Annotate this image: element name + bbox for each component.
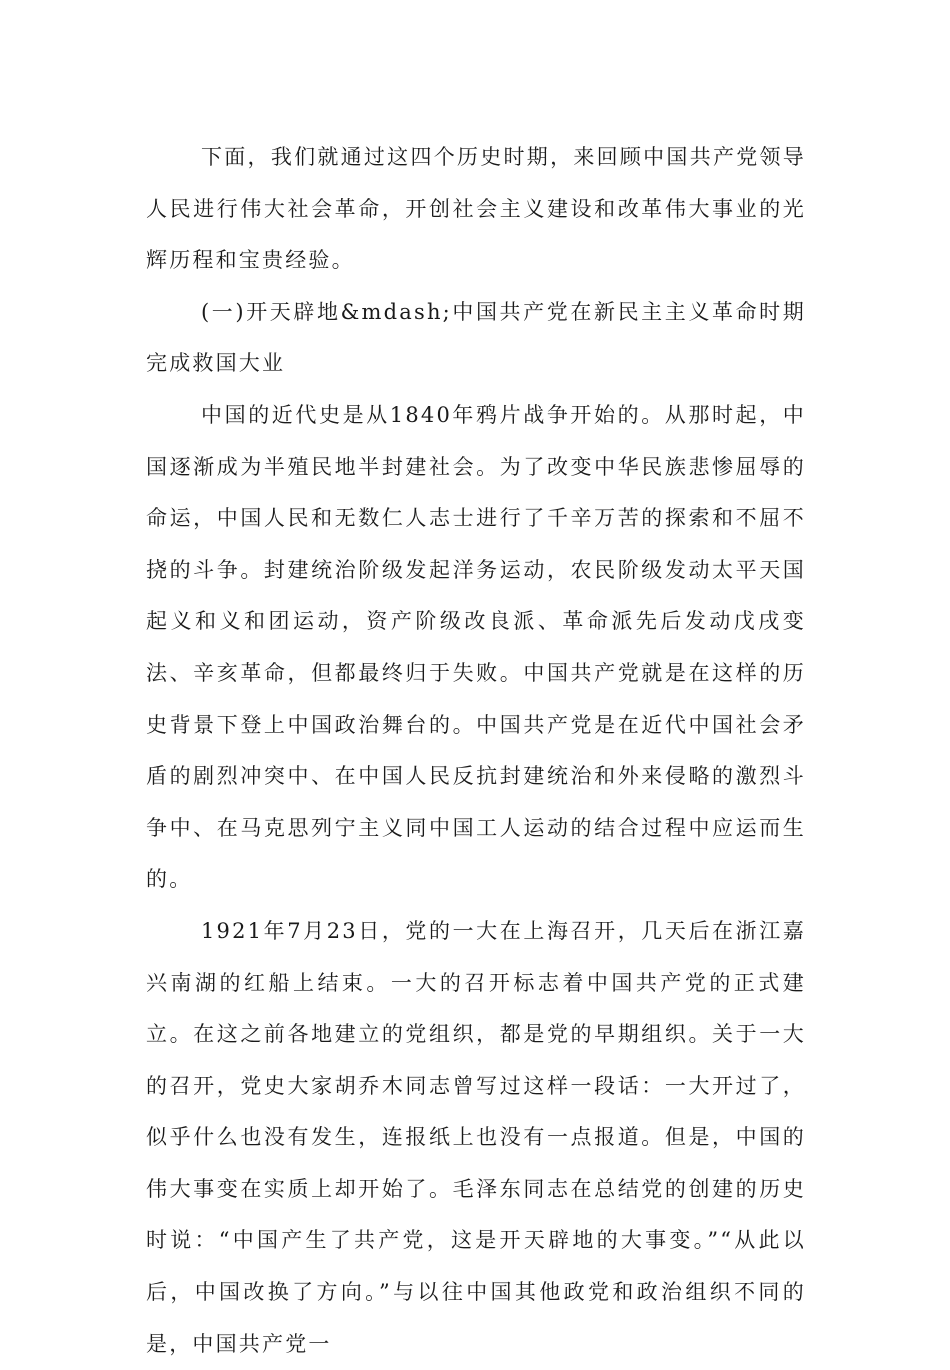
paragraph-first-congress: 1921年7月23日，党的一大在上海召开，几天后在浙江嘉兴南湖的红船上结束。一大的召开标志着中国共产党的正式建立。在这之前各地建立的党组织，都是党的早期组织。关于一大的召开，党史大家胡乔木同志曾写过这样一段话：一大开过了，似乎什么也没有发生，连报纸上也没有一点报道。但是，中国的伟大事变在实质上却开始了。毛泽东同志在总结党的创建的历史时说：“中国产生了共产党，这是开天辟地的大事变。”“从此以后，中国改换了方向。”与以往中国其他政党和政治组织不同的是，中国共产党一 (146, 918, 806, 1356)
paragraph-intro: 下面，我们就通过这四个历史时期，来回顾中国共产党领导人民进行伟大社会革命，开创社会主义建设和改革伟大事业的光辉历程和宝贵经验。 (146, 145, 806, 273)
body-text (146, 132, 806, 1370)
paragraph-modern-history: 中国的近代史是从1840年鸦片战争开始的。从那时起，中国逐渐成为半殖民地半封建社会。为了改变中华民族悲惨屈辱的命运，中国人民和无数仁人志士进行了千辛万苦的探索和不屈不挠的斗争。封建统治阶级发起洋务运动，农民阶级发动太平天国起义和义和团运动，资产阶级改良派、革命派先后发动戊戌变法、辛亥革命，但都最终归于失败。中国共产党就是在这样的历史背景下登上中国政治舞台的。中国共产党是在近代中国社会矛盾的剧烈冲突中、在中国人民反抗封建统治和外来侵略的激烈斗争中、在马克思列宁主义同中国工人运动的结合过程中应运而生的。 (146, 402, 806, 892)
section-heading: (一)开天辟地&mdash;中国共产党在新民主主义革命时期完成救国大业 (146, 299, 806, 376)
